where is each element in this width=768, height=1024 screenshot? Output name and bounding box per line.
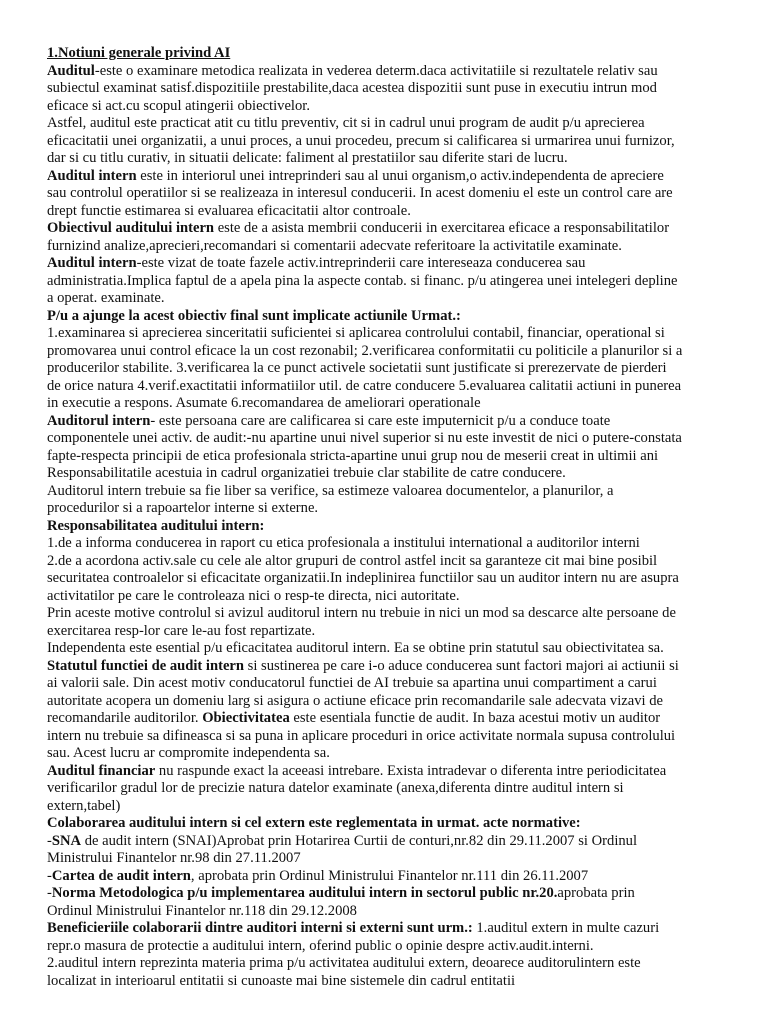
text-run: , aprobata prin Ordinul Ministrului Finantelor nr.111 din 26.11.2007: [190, 867, 589, 884]
text-run: -este o examinare metodica realizata in vederea determ.daca activitatiile si rezultatele relativ sau: [94, 62, 658, 79]
text-line: [47, 203, 728, 221]
text-line: [47, 868, 728, 886]
text-line: [47, 290, 728, 308]
text-run: ai valorii sale. Din acest motiv conducatorul functiei de AI trebuie sa apartina unui compartiment a carui: [47, 675, 657, 691]
text-line: [47, 955, 728, 973]
text-run: Auditorul intern trebuie sa fie liber sa verifice, sa estimeze valoarea documentelor, a planurilor, a: [47, 482, 614, 499]
text-run: este in interiorul unei intreprinderi sau al unui organism,o activ.independenta de apreciere: [136, 167, 664, 184]
text-run: a operat. examinate.: [47, 290, 165, 306]
bold-term: Auditul financiar: [47, 762, 156, 779]
text-run: si sustinerea pe care i-o aduce conducerea sunt factori majori ai actiunii si: [244, 657, 679, 674]
text-run: procedurilor si a rapoartelor interne si externe.: [47, 500, 319, 516]
text-line: [47, 780, 728, 798]
text-line: [47, 518, 728, 536]
text-line: [47, 465, 728, 483]
text-line: [47, 833, 728, 851]
text-run: dar si cu titlu curativ, in situatii delicate: faliment al prestatiilor sau diferite stari de lucru.: [47, 150, 568, 166]
text-line: [47, 133, 728, 151]
text-run: Independenta este esential p/u eficacitatea auditorul intern. Ea se obtine prin statutul sau obiectivitatea sa.: [47, 640, 664, 656]
text-line: [47, 798, 728, 816]
text-line: [47, 693, 728, 711]
bold-term: Cartea de audit intern: [51, 867, 191, 884]
bold-term: Norma Metodologica p/u implementarea auditului intern in sectorul public nr.20.: [51, 885, 558, 901]
text-run: drept functie estimarea si evaluarea eficacitatii altor controale.: [47, 202, 411, 219]
text-run: de audit intern (SNAI)Aprobat prin Hotarirea Curtii de conturi,nr.82 din 29.11.2007 si Ordinul: [81, 832, 638, 849]
text-run: fapte-respecta principii de etica profesionala stricta-apartine unui grup nou de meserii creat in ultimii ani: [47, 447, 659, 464]
text-run: este de a asista membrii conducerii in exercitarea eficace a responsabilitatilor: [214, 220, 670, 236]
text-run: eficace si act.cu scopul atingerii obiectivelor.: [47, 97, 310, 114]
text-line: [47, 448, 728, 466]
bold-term: Auditorul intern: [47, 412, 151, 429]
text-line: [47, 885, 728, 903]
text-run: -: [47, 885, 52, 901]
text-run: exercitarea resp-lor care le-au fost repartizate.: [47, 622, 316, 639]
text-run: Ministrului Finantelor nr.98 din 27.11.2007: [47, 850, 301, 866]
text-run: activitatilor pe care le controleaza nici o resp-te directa, nici autoritate.: [47, 587, 460, 604]
text-line: [47, 238, 728, 256]
text-line: [47, 115, 728, 133]
text-run: este esentiala functie de audit. In baza acestui motiv un auditor: [289, 710, 661, 726]
text-run: administratia.Implica faptul de a apela pina la aspecte contab. si financ. p/u atingerea unei intelegeri depline: [47, 272, 678, 289]
text-run: 1.examinarea si aprecierea sinceritatii suficientei si aplicarea controlului contabil, financiar, operational si: [47, 325, 665, 341]
bold-term: Responsabilitatea auditului intern:: [47, 517, 265, 534]
text-line: [47, 168, 728, 186]
text-run: securitatea controalelor si eficacitate organizatii.In indeplinirea functiilor sau un auditor intern nu are asupra: [47, 570, 679, 586]
text-line: [47, 220, 728, 238]
text-line: [47, 570, 728, 588]
text-line: [47, 360, 728, 378]
text-run: producerilor stabilite. 3.verificarea la ce punct activele societatii sunt justificate si prerezervate de pierderi: [47, 360, 667, 376]
text-line: [47, 710, 728, 728]
text-line: [47, 378, 728, 396]
text-run: extern,tabel): [47, 797, 121, 814]
text-run: in executie a respons. Asumate 6.recomandarea de ameliorari operationale: [47, 395, 481, 411]
text-line: [47, 745, 728, 763]
text-line: [47, 553, 728, 571]
text-run: Prin aceste motive controlul si avizul auditorul intern nu trebuie in nici un mod sa descarce alte persoane de: [47, 605, 676, 621]
bold-term: Auditul intern: [47, 167, 137, 184]
text-line: [47, 395, 728, 413]
text-run: verificarilor gradul lor de precizie natura datelor examinate (anexa,diferenta dintre auditul intern si: [47, 780, 624, 796]
text-line: [47, 728, 728, 746]
text-line: [47, 658, 728, 676]
text-run: 2.auditul intern reprezinta materia prima p/u activitatea auditului extern, deoarece auditorulintern este: [47, 955, 641, 971]
text-line: [47, 920, 728, 938]
text-run: -: [47, 832, 52, 849]
text-run: furnizind analize,aprecieri,recomandari si comentarii adecvate referitoare la activitatile examinate.: [47, 237, 622, 254]
text-run: intern nu trebuie sa difineasca si sa puna in aplicare proceduri in orice activitate normala supusa controlului: [47, 727, 676, 744]
text-run: autoritate acopera un domeniu larg si asigura o actiune eficace prin recomandarile sale adecvata vizavi de: [47, 692, 664, 709]
text-line: [47, 63, 728, 81]
text-line: [47, 430, 728, 448]
section-title: 1.Notiuni generale privind AI: [47, 45, 231, 61]
text-run: componentele unei activ. de audit:-nu apartine unui nivel superior si nu este investit de nici o putere-constata: [47, 430, 682, 446]
text-line: [47, 903, 728, 921]
text-line: [47, 308, 728, 326]
text-line: [47, 150, 728, 168]
bold-term: Obiectivitatea: [202, 710, 290, 726]
text-run: Responsabilitatile acestuia in cadrul organizatiei trebuie clar stabilite de catre conducere.: [47, 465, 566, 481]
text-run: promovarea unui control eficace la un cost rezonabil; 2.verificarea conformitatii cu politicile a planurilor si a: [47, 342, 683, 359]
text-line: [47, 815, 728, 833]
text-line: [47, 640, 728, 658]
text-run: sau controlul operatiilor si se realizeaza in interesul conducerii. In acest domeniu el este un control care are: [47, 185, 673, 201]
text-line: [47, 973, 728, 991]
bold-term: P/u a ajunge la acest obiectiv final sunt implicate actiunile Urmat.:: [47, 307, 461, 324]
text-run: localizat in interioarul entitatii si cunoaste mai bine sistemele din cadrul entitatii: [47, 972, 516, 989]
text-run: eficacitatii unei organizatii, a unui proces, a unui procedeu, precum si calificarea si urmarirea unui furnizor,: [47, 132, 675, 149]
text-run: 1.auditul extern in multe cazuri: [472, 920, 660, 936]
text-line: [47, 605, 728, 623]
text-run: 1.de a informa conducerea in raport cu etica profesionala a institului international a auditorilor interni: [47, 535, 640, 551]
text-line: [47, 98, 728, 116]
text-run: -: [47, 867, 52, 884]
text-run: subiectul examinat satisf.dispozitiile prestabilite,daca acestea dispozitii sunt puse in executiu intrun mod: [47, 80, 657, 96]
bold-term: Beneficieriile colaborarii dintre auditori interni si externi sunt urm.:: [47, 920, 473, 936]
text-line: [47, 623, 728, 641]
text-line: [47, 483, 728, 501]
bold-term: Auditul intern: [47, 255, 137, 271]
bold-term: SNA: [51, 832, 82, 849]
text-run: de orice natura 4.verif.exactitatii informatiilor util. de catre conducere 5.evaluarea calitatii actiuni in punerea: [47, 377, 682, 394]
text-run: recomandarile auditorilor.: [47, 710, 203, 726]
text-line: [47, 343, 728, 361]
text-run: aprobata prin: [557, 885, 635, 901]
text-line: [47, 413, 728, 431]
text-line: [47, 763, 728, 781]
text-run: nu raspunde exact la aceeasi intrebare. Exista intradevar o diferenta intre periodicitatea: [155, 762, 667, 779]
text-line: [47, 255, 728, 273]
text-line: [47, 850, 728, 868]
text-run: - este persoana care are calificarea si care este imputernicit p/u a conduce toate: [150, 412, 611, 429]
text-run: Ordinul Ministrului Finantelor nr.118 din 29.12.2008: [47, 902, 357, 919]
text-line: [47, 325, 728, 343]
text-line: [47, 185, 728, 203]
bold-term: Auditul: [47, 62, 95, 79]
document-body: [47, 63, 728, 991]
text-run: -este vizat de toate fazele activ.intreprinderii care intereseaza conducerea sau: [136, 255, 586, 271]
text-line: [47, 588, 728, 606]
text-line: [47, 80, 728, 98]
bold-term: Colaborarea auditului intern si cel extern este reglementata in urmat. acte normative:: [47, 815, 581, 831]
text-run: sau. Acest lucru ar compromite independenta sa.: [47, 745, 330, 761]
text-line: [47, 500, 728, 518]
bold-term: Statutul functiei de audit intern: [47, 657, 245, 674]
text-run: 2.de a acordona activ.sale cu cele ale altor grupuri de control astfel incit sa garanteze cit mai bine posibil: [47, 552, 658, 569]
text-run: repr.o masura de protectie a auditului intern, oferind public o opinie despre activ.audit.interni.: [47, 937, 594, 954]
bold-term: Obiectivul auditului intern: [47, 220, 215, 236]
text-run: Astfel, auditul este practicat atit cu titlu preventiv, cit si in cadrul unui program de audit p/u aprecierea: [47, 115, 645, 131]
text-line: [47, 273, 728, 291]
text-line: [47, 535, 728, 553]
text-line: [47, 938, 728, 956]
text-line: [47, 675, 728, 693]
